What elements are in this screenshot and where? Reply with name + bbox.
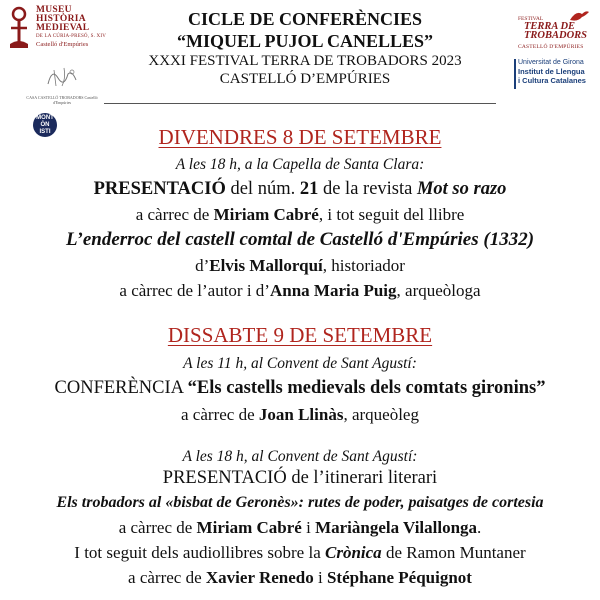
day2-r5-a: a càrrec de (128, 568, 206, 587)
day2-r4-b: Crònica (325, 543, 382, 562)
day1-p4-b: Elvis Mallorquí (209, 256, 323, 275)
day2-conference-line (0, 378, 600, 399)
day2-c2-b: Joan Llinàs (258, 405, 344, 424)
day2-c2-c: , arqueòleg (343, 405, 419, 424)
day1-heading: DIVENDRES 8 DE SETEMBRE (158, 125, 442, 149)
day2-r5-c: i (313, 568, 327, 587)
museu-line-3: MEDIEVAL (36, 23, 90, 33)
day1-p4-a: d’ (195, 256, 210, 275)
museu-line-2: HISTÒRIA (36, 14, 86, 24)
day2-when-2: A les 18 h, al Convent de Sant Agustí: (182, 448, 418, 465)
day1-p1-a: PRESENTACIÓ (93, 179, 226, 199)
header-divider (104, 103, 496, 104)
day2-r4-a: I tot seguit dels audiollibres sobre la (74, 543, 325, 562)
day2-r5-b: Xavier Renedo (205, 568, 314, 587)
museu-line-4: DE LA CÚRIA-PRESÓ, S. XIV (36, 34, 107, 39)
badge-line-2: ÒN (40, 121, 50, 128)
udg-bar-icon (514, 59, 516, 89)
calligraphy-icon (42, 64, 82, 90)
day2-audiobooks-speakers (0, 568, 600, 588)
day1-p2-b: Miriam Cabré (213, 205, 319, 224)
day2-itinerary-title: Els trobadors al «bisbat de Geronès»: rutes de poder, paisatges de cortesia (56, 494, 544, 511)
header-subtitle-2: CASTELLÓ D’EMPÚRIES (219, 71, 391, 87)
day1-speakers-line (0, 281, 600, 301)
day2-audiobooks-line (0, 543, 600, 563)
day2-r3-d: Mariàngela Vilallonga (315, 518, 478, 537)
udg-line-2: Institut de Llengua (518, 67, 585, 76)
day1-presentation-line (0, 179, 600, 200)
day2-itinerary-speakers (0, 518, 600, 538)
header-title-1: CICLE DE CONFERÈNCIES (187, 9, 423, 29)
day1-book-title: L’enderroc del castell comtal de Castelló d'Empúries (1332) (65, 229, 535, 250)
day1-p1-b: del núm. (225, 179, 300, 199)
day2-r5-d: Stéphane Péquignot (326, 568, 472, 587)
festival-sub-label: CASTELLÓ D'EMPÚRIES (518, 44, 584, 50)
museu-line-1: MUSEU (36, 5, 72, 15)
day2-c2-a: a càrrec de (181, 405, 259, 424)
day2-when-1: A les 11 h, al Convent de Sant Agustí: (183, 355, 417, 372)
udg-line-1: Universitat de Girona (518, 59, 584, 66)
header-subtitle-1: XXXI FESTIVAL TERRA DE TROBADORS 2023 (148, 53, 462, 69)
day2-conf-speaker-line (0, 405, 600, 425)
day1-p2-c: , i tot seguit del llibre (318, 205, 465, 224)
day1-author-line (0, 256, 600, 276)
day2-presentation-line (0, 468, 600, 489)
header-title-2: “MIQUEL PUJOL CANELLES” (176, 31, 434, 51)
day2-r4-c: de Ramon Muntaner (381, 543, 526, 562)
museu-historia-medieval-logo (6, 4, 126, 54)
day2-pres-a: PRESENTACIÓ (162, 468, 287, 488)
day1-p1-c: 21 (299, 179, 319, 199)
museu-line-5: Castelló d'Empúries (36, 41, 89, 48)
day1-p5-c: , arqueòloga (396, 281, 481, 300)
casa-trobadors-logo (22, 64, 102, 104)
day2-pres-b: de l’itinerari literari (286, 468, 438, 488)
day2-heading: DISSABTE 9 DE SETEMBRE (167, 323, 433, 347)
casa-trobadors-caption: CASA CASTELLÓ TROBADORS Castelló d'Empúries (26, 95, 98, 105)
festival-terra-trobadors-logo (518, 8, 598, 50)
udg-line-3: i Cultura Catalanes (518, 76, 586, 85)
day1-presenter-line (0, 205, 600, 225)
day1-p1-e: Mot so razo (416, 179, 507, 199)
day2-r3-b: Miriam Cabré (196, 518, 302, 537)
museu-emblem-icon (6, 4, 32, 52)
festival-small-label: FESTIVAL (518, 16, 544, 22)
festival-main-label: TERRA DE TROBADORS (524, 21, 588, 41)
day1-p2-a: a càrrec de (135, 205, 214, 224)
day1-p4-c: , historiador (322, 256, 405, 275)
day2-conf-b: “Els castells medievals dels comtats gironins” (187, 378, 546, 398)
day2-r3-c: i (301, 518, 316, 537)
day1-when: A les 18 h, a la Capella de Santa Clara: (175, 156, 425, 173)
day1-p1-d: de la revista (318, 179, 417, 199)
day2-r3-a: a càrrec de (118, 518, 197, 537)
udg-institut-logo (518, 58, 598, 94)
badge-line-3: ISTI (39, 128, 51, 135)
badge-line-1: MONT (36, 114, 54, 121)
day1-p5-a: a càrrec de l’autor i d’ (119, 281, 270, 300)
day2-r3-e: . (477, 518, 482, 537)
header (110, 8, 500, 88)
day1-p5-b: Anna Maria Puig (269, 281, 397, 300)
day2-conf-a: CONFERÈNCIA (54, 378, 188, 398)
